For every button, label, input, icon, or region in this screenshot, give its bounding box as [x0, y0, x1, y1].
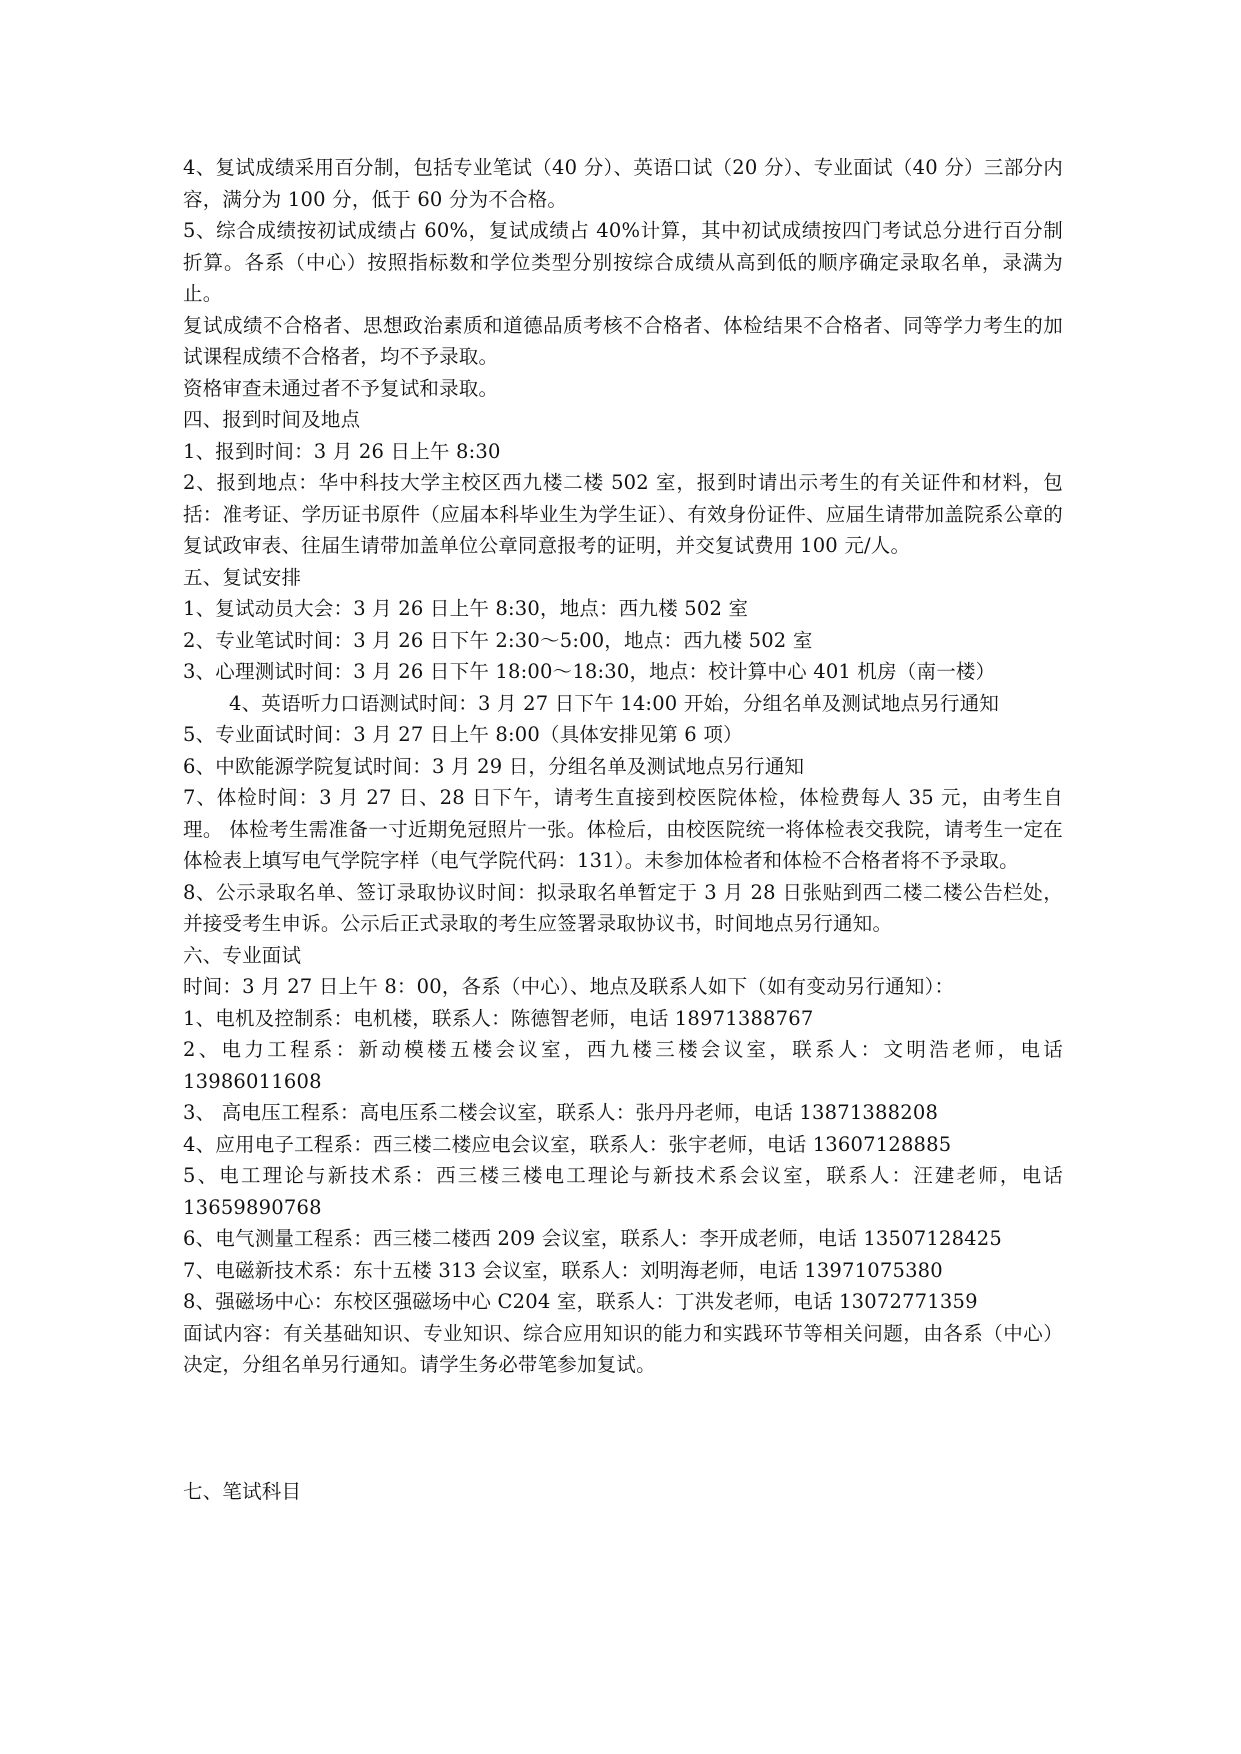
blank-gap [183, 1381, 1063, 1476]
section-heading-schedule: 五、复试安排 [183, 565, 302, 589]
schedule-item-1: 1、复试动员大会：3 月 26 日上午 8:30，地点：西九楼 502 室 [183, 597, 749, 620]
schedule-item-7: 7、体检时间：3 月 27 日、28 日下午，请考生直接到校医院体检，体检费每人 35 元，由考生自理。 体检考生需准备一寸近期免冠照片一张。体检后，由校医院统一将体检表交我院，请考生一定在体检表上填写电气学院字样（电气学院代码：131）。未参加体检者和体检不合格者将不予录取。 [183, 786, 1063, 872]
department-item-6: 6、电气测量工程系：西三楼二楼西 209 会议室，联系人：李开成老师，电话 13507128425 [183, 1227, 1002, 1250]
department-item-1: 1、电机及控制系：电机楼，联系人：陈德智老师，电话 18971388767 [183, 1006, 814, 1030]
department-item-4: 4、应用电子工程系：西三楼二楼应电会议室，联系人：张宇老师，电话 13607128885 [183, 1132, 952, 1156]
paragraph-not-admitted: 复试成绩不合格者、思想政治素质和道德品质考核不合格者、体检结果不合格者、同等学力考生的加试课程成绩不合格者，均不予录取。 [183, 313, 1063, 368]
section-heading-registration: 四、报到时间及地点 [183, 408, 361, 431]
paragraph-composite-score: 5、综合成绩按初试成绩占 60%，复试成绩占 40%计算，其中初试成绩按四门考试总分进行百分制折算。各系（中心）按照指标数和学位类型分别按综合成绩从高到低的顺序确定录取名单，录满为止。 [183, 219, 1063, 305]
paragraph-registration-place: 2、报到地点：华中科技大学主校区西九楼二楼 502 室，报到时请出示考生的有关证件和材料，包括：准考证、学历证书原件（应届本科毕业生为学生证）、有效身份证件、应届生请带加盖院系公章的复试政审表、往届生请带加盖单位公章同意报考的证明，并交复试费用 100 元/人。 [183, 471, 1063, 557]
schedule-item-5: 5、专业面试时间：3 月 27 日上午 8:00（具体安排见第 6 项） [183, 723, 743, 746]
paragraph-interview-time: 时间：3 月 27 日上午 8：00，各系（中心）、地点及联系人如下（如有变动另行通知）： [183, 975, 955, 998]
section-heading-written-exam: 七、笔试科目 [183, 1479, 302, 1503]
schedule-item-4: 4、英语听力口语测试时间：3 月 27 日下午 14:00 开始，分组名单及测试地点另行通知 [229, 691, 1000, 715]
schedule-item-2: 2、专业笔试时间：3 月 26 日下午 2:30～5:00，地点：西九楼 502 室 [183, 628, 813, 652]
department-item-7: 7、电磁新技术系：东十五楼 313 会议室，联系人：刘明海老师，电话 13971075380 [183, 1258, 943, 1282]
schedule-item-3: 3、心理测试时间：3 月 26 日下午 18:00～18:30，地点：校计算中心 401 机房（南一楼） [183, 660, 996, 683]
paragraph-qualification: 资格审查未通过者不予复试和录取。 [183, 376, 499, 400]
department-item-5: 5、电工理论与新技术系：西三楼三楼电工理论与新技术系会议室，联系人：汪建老师，电话 13659890768 [183, 1164, 1063, 1219]
schedule-item-8: 8、公示录取名单、签订录取协议时间：拟录取名单暂定于 3 月 28 日张贴到西二楼二楼公告栏处，并接受考生申诉。公示后正式录取的考生应签署录取协议书，时间地点另行通知。 [183, 880, 1063, 935]
paragraph-interview-content: 面试内容：有关基础知识、专业知识、综合应用知识的能力和实践环节等相关问题，由各系（中心）决定，分组名单另行通知。请学生务必带笔参加复试。 [183, 1321, 1063, 1376]
department-item-2: 2、电力工程系：新动模楼五楼会议室，西九楼三楼会议室，联系人：文明浩老师，电话 13986011608 [183, 1038, 1063, 1093]
document-body [183, 152, 1063, 1507]
section-heading-interview: 六、专业面试 [183, 943, 302, 967]
paragraph-registration-time: 1、报到时间：3 月 26 日上午 8:30 [183, 439, 501, 463]
department-item-3: 3、 高电压工程系：高电压系二楼会议室，联系人：张丹丹老师，电话 13871388208 [183, 1101, 939, 1124]
department-item-8: 8、强磁场中心：东校区强磁场中心 C204 室，联系人：丁洪发老师，电话 13072771359 [183, 1290, 978, 1313]
schedule-item-6: 6、中欧能源学院复试时间：3 月 29 日，分组名单及测试地点另行通知 [183, 754, 805, 778]
paragraph-score-system: 4、复试成绩采用百分制，包括专业笔试（40 分）、英语口试（20 分）、专业面试（40 分）三部分内容，满分为 100 分，低于 60 分为不合格。 [183, 156, 1063, 211]
